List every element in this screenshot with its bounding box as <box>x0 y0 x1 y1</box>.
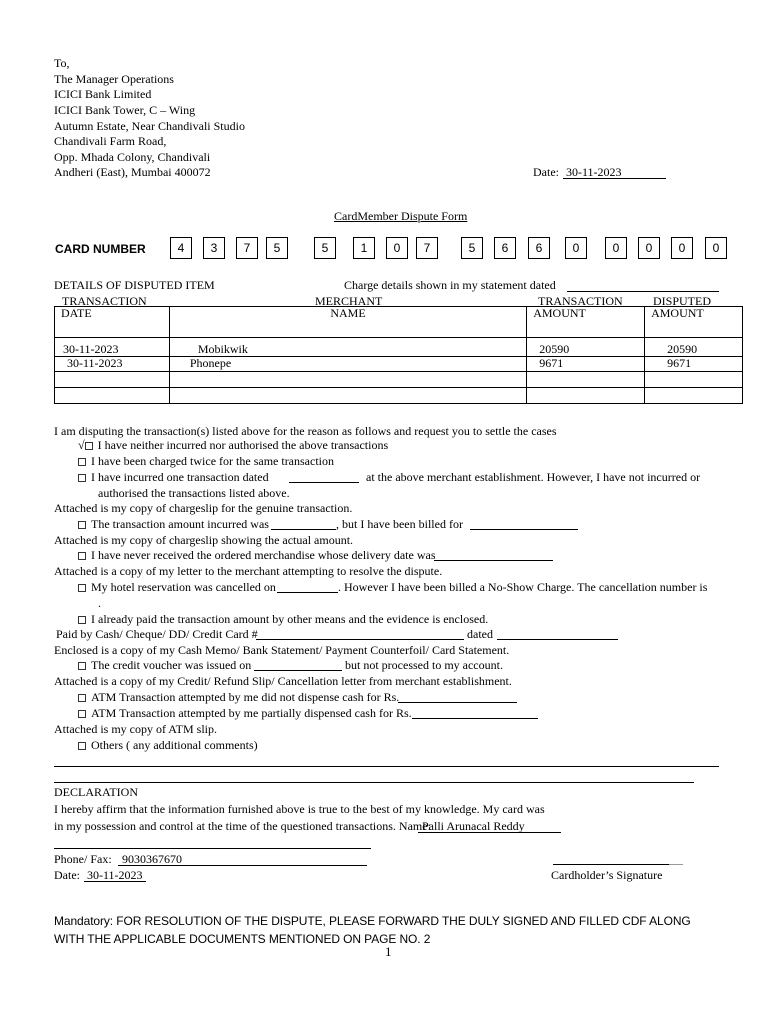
cell-date: 30-11-2023 <box>55 338 170 357</box>
reason-label: I have incurred one transaction dated <box>91 470 269 484</box>
reason-label: I have never received the ordered merchandise whose delivery date was <box>91 548 436 562</box>
table-row <box>55 372 743 388</box>
col-header-disputed: AMOUNT <box>645 307 743 338</box>
card-digit-box[interactable]: 6 <box>494 237 516 259</box>
phone-underline <box>118 865 367 866</box>
attachment-note: Attached is my copy of chargeslip for the genuine transaction. <box>54 501 353 515</box>
address-line: Opp. Mhada Colony, Chandivali <box>54 150 211 164</box>
declaration-date-label: Date: <box>54 868 80 882</box>
charge-details-label: Charge details shown in my statement dated <box>344 278 556 292</box>
card-digit-box[interactable]: 7 <box>236 237 258 259</box>
signature-line-end <box>669 864 683 865</box>
declaration-date-value: 30-11-2023 <box>87 868 143 882</box>
col-header-top: DISPUTED <box>653 294 712 308</box>
reasons-intro: I am disputing the transaction(s) listed above for the reason as follows and request you to settle the cases <box>54 424 557 438</box>
col-header-amount: AMOUNT <box>527 307 645 338</box>
reason-item[interactable] <box>78 690 399 704</box>
reason-item[interactable] <box>78 612 488 626</box>
reason-label: ATM Transaction attempted by me partially dispensed cash for Rs. <box>91 706 412 720</box>
card-number-field[interactable] <box>256 639 464 640</box>
declaration-text: in my possession and control at the time of the questioned transactions. Name: <box>54 819 431 833</box>
card-digit-box[interactable]: 6 <box>528 237 550 259</box>
reason-label: My hotel reservation was cancelled on <box>91 580 276 594</box>
reason-item[interactable] <box>78 454 334 468</box>
card-digit-box[interactable]: 0 <box>386 237 408 259</box>
phone-value: 9030367670 <box>122 852 182 866</box>
signature-line[interactable] <box>553 864 669 865</box>
phone-label: Phone/ Fax: <box>54 852 112 866</box>
table-row <box>55 357 743 372</box>
atm-partial-amount-field[interactable] <box>412 718 538 719</box>
cell-amount[interactable] <box>527 372 645 388</box>
cell-merchant[interactable] <box>169 388 526 404</box>
cell-disputed[interactable] <box>645 372 743 388</box>
card-digit-box[interactable]: 5 <box>461 237 483 259</box>
disputed-items-table <box>54 306 743 404</box>
comments-line[interactable] <box>54 782 694 783</box>
attachment-note: Attached is a copy of my Credit/ Refund Slip/ Cancellation letter from merchant establishment. <box>54 674 512 688</box>
separator-line <box>54 848 371 849</box>
reason-item[interactable] <box>78 517 269 531</box>
reason-label: but not processed to my account. <box>345 658 503 672</box>
cell-merchant: Phonepe <box>169 357 526 372</box>
cell-date: 30-11-2023 <box>55 357 170 372</box>
checkbox-icon[interactable] <box>78 552 86 560</box>
card-digit-box[interactable]: 4 <box>170 237 192 259</box>
reason-label: authorised the transactions listed above. <box>98 486 290 500</box>
tick-mark-icon: √ <box>78 438 85 452</box>
details-label: DETAILS OF DISPUTED ITEM <box>54 278 215 292</box>
cell-amount: 20590 <box>527 338 645 357</box>
card-digit-box[interactable]: 5 <box>314 237 336 259</box>
checkbox-icon[interactable] <box>78 584 86 592</box>
checkbox-icon[interactable] <box>78 742 86 750</box>
checkbox-icon[interactable] <box>78 710 86 718</box>
reason-label: I have been charged twice for the same transaction <box>91 454 334 468</box>
cell-date[interactable] <box>55 372 170 388</box>
paid-by-label: Paid by Cash/ Cheque/ DD/ Credit Card # <box>56 627 258 641</box>
reason-item[interactable] <box>78 658 251 672</box>
paid-date-field[interactable] <box>497 639 618 640</box>
cell-merchant[interactable] <box>169 372 526 388</box>
col-header-top: TRANSACTION <box>62 294 147 308</box>
cell-disputed[interactable] <box>645 388 743 404</box>
date-label: Date: <box>533 165 559 179</box>
col-header-merchant: NAME <box>169 307 526 338</box>
comments-line[interactable] <box>54 766 719 767</box>
reason-label: . However I have been billed a No-Show Charge. The cancellation number is <box>338 580 708 594</box>
declaration-date-underline <box>84 881 146 882</box>
table-row <box>55 338 743 357</box>
cell-disputed: 9671 <box>645 357 743 372</box>
checkbox-icon[interactable] <box>78 616 86 624</box>
cell-amount[interactable] <box>527 388 645 404</box>
transaction-date-field[interactable] <box>289 482 359 483</box>
signature-label: Cardholder’s Signature <box>551 868 663 882</box>
reason-label: The credit voucher was issued on <box>91 658 252 672</box>
address-line: The Manager Operations <box>54 72 174 86</box>
atm-not-dispensed-amount-field[interactable] <box>398 702 517 703</box>
table-header-row <box>55 307 743 338</box>
mandatory-note: WITH THE APPLICABLE DOCUMENTS MENTIONED ON PAGE NO. 2 <box>54 932 431 946</box>
col-header-top: MERCHANT <box>315 294 383 308</box>
checkbox-icon[interactable] <box>78 458 86 466</box>
reason-item[interactable] <box>78 580 276 594</box>
dated-label: dated <box>467 627 493 641</box>
cancellation-date-field[interactable] <box>277 592 338 593</box>
card-digit-box[interactable]: 1 <box>353 237 375 259</box>
checkbox-icon[interactable] <box>78 521 86 529</box>
table-row <box>55 388 743 404</box>
reason-label: I already paid the transaction amount by other means and the evidence is enclosed. <box>91 612 489 626</box>
cell-merchant: Mobikwik <box>169 338 526 357</box>
reason-item[interactable] <box>78 470 269 484</box>
page-number: 1 <box>385 944 392 959</box>
address-line: ICICI Bank Limited <box>54 87 152 101</box>
reason-label: , but I have been billed for <box>336 517 463 531</box>
checkbox-icon[interactable] <box>85 442 93 450</box>
name-underline <box>418 832 561 833</box>
mandatory-note: Mandatory: FOR RESOLUTION OF THE DISPUTE, PLEASE FORWARD THE DULY SIGNED AND FILLED CDF ALONG <box>54 914 691 928</box>
credit-voucher-date-field[interactable] <box>254 670 342 671</box>
reason-item[interactable] <box>78 548 436 562</box>
reason-item[interactable] <box>78 706 412 720</box>
checkbox-icon[interactable] <box>78 474 86 482</box>
col-header-top: TRANSACTION <box>538 294 623 308</box>
checkbox-icon[interactable] <box>78 694 86 702</box>
address-line: Autumn Estate, Near Chandivali Studio <box>54 119 245 133</box>
date-value: 30-11-2023 <box>566 165 622 179</box>
reason-item[interactable] <box>78 438 388 452</box>
attachment-note: Attached is a copy of my letter to the merchant attempting to resolve the dispute. <box>54 564 443 578</box>
card-digit-box[interactable]: 3 <box>203 237 225 259</box>
address-line: Chandivali Farm Road, <box>54 134 167 148</box>
address-line: To, <box>54 56 70 70</box>
cell-date[interactable] <box>55 388 170 404</box>
card-digit-box[interactable]: 0 <box>638 237 660 259</box>
cell-disputed: 20590 <box>645 338 743 357</box>
attachment-note: Attached is my copy of ATM slip. <box>54 722 217 736</box>
reason-item[interactable] <box>78 738 258 752</box>
reason-label: ATM Transaction attempted by me did not dispense cash for Rs. <box>91 690 400 704</box>
declaration-text: I hereby affirm that the information furnished above is true to the best of my knowledge. My card was <box>54 802 545 816</box>
declaration-heading: DECLARATION <box>54 785 138 799</box>
billed-amount-field[interactable] <box>470 529 578 530</box>
card-digit-box[interactable]: 5 <box>266 237 288 259</box>
reason-label: . <box>98 596 101 610</box>
statement-date-field[interactable] <box>567 291 719 292</box>
attachment-note: Attached is my copy of chargeslip showing the actual amount. <box>54 533 354 547</box>
delivery-date-field[interactable] <box>434 560 553 561</box>
col-header-date: DATE <box>55 307 170 338</box>
attachment-note: Enclosed is a copy of my Cash Memo/ Bank Statement/ Payment Counterfoil/ Card Statement. <box>54 643 510 657</box>
reason-label: Others ( any additional comments) <box>91 738 258 752</box>
incurred-amount-field[interactable] <box>271 529 336 530</box>
card-digit-box[interactable]: 0 <box>605 237 627 259</box>
card-number-label: CARD NUMBER <box>55 242 146 256</box>
checkbox-icon[interactable] <box>78 662 86 670</box>
form-title: CardMember Dispute Form <box>334 209 468 223</box>
card-digit-box[interactable]: 7 <box>416 237 438 259</box>
address-line: ICICI Bank Tower, C – Wing <box>54 103 196 117</box>
card-digit-box[interactable]: 0 <box>671 237 693 259</box>
cell-amount: 9671 <box>527 357 645 372</box>
date-underline <box>563 178 666 179</box>
address-line: Andheri (East), Mumbai 400072 <box>54 165 211 179</box>
card-digit-box[interactable]: 0 <box>565 237 587 259</box>
reason-label: I have neither incurred nor authorised the above transactions <box>97 438 389 452</box>
reason-label: at the above merchant establishment. However, I have not incurred or <box>366 470 701 484</box>
reason-label: The transaction amount incurred was <box>91 517 269 531</box>
card-digit-box[interactable]: 0 <box>705 237 727 259</box>
cardholder-name: Palli Arunacal Reddy <box>422 819 525 833</box>
